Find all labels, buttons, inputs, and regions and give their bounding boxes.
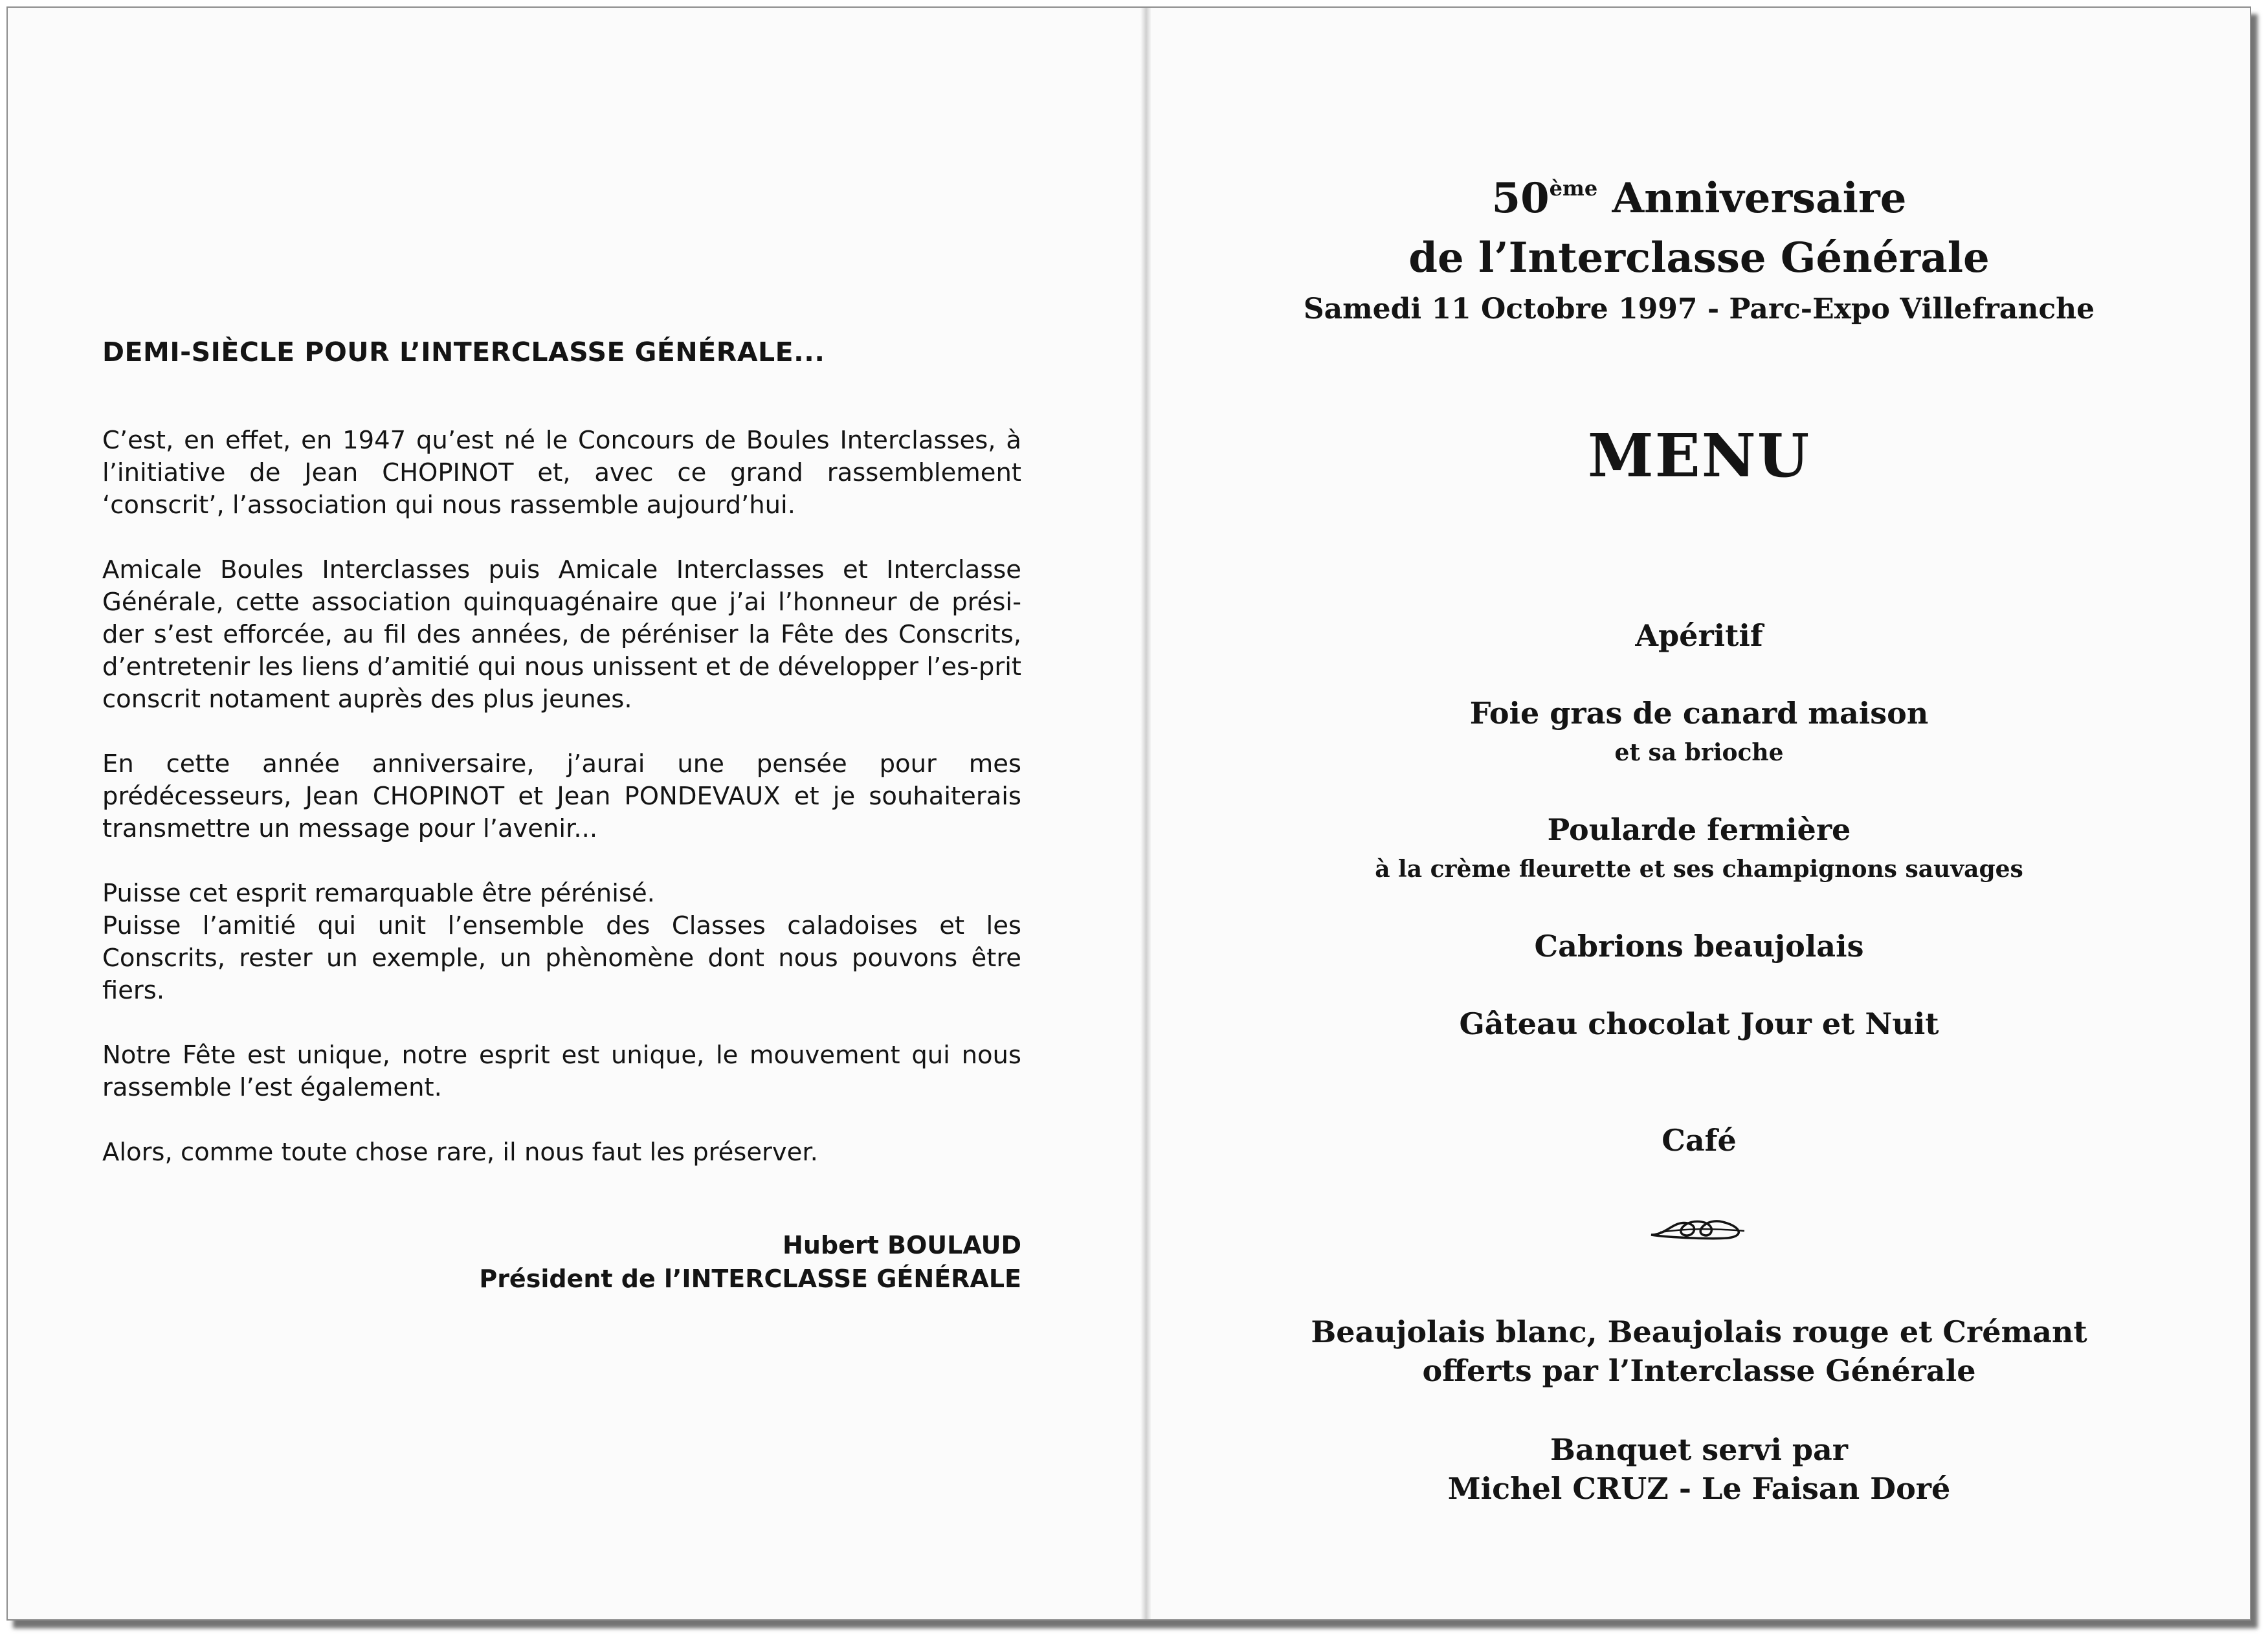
wines-line-2: offerts par l’Interclasse Générale: [1422, 1353, 1976, 1388]
paragraph-3: En cette année anniversaire, j’aurai une pensée pour mes prédécesseurs, Jean CHOPINOT et Jean PONDEVAUX et je souhaiterais transmettre un message pour l’avenir...: [102, 749, 1021, 843]
left-page-text: [102, 337, 1021, 1201]
left-page-heading: DEMI-SIÈCLE POUR L’INTERCLASSE GÉNÉRALE...: [102, 337, 825, 368]
signature-block: [102, 1228, 1021, 1296]
banquet-block: [1165, 1430, 2233, 1508]
title-word: Anniversaire: [1597, 174, 1907, 223]
course-foie-gras: Foie gras de canard maison: [1469, 696, 1929, 731]
paragraph-4: Puisse cet esprit remarquable être pérénisé.: [102, 879, 655, 908]
event-title: [1165, 159, 2233, 288]
signature-title: Président de l’INTERCLASSE GÉNÉRALE: [479, 1265, 1021, 1293]
course-foie-gras-detail: et sa brioche: [1614, 739, 1784, 766]
banquet-line-1: Banquet servi par: [1550, 1432, 1849, 1467]
course-poularde-detail: à la crème fleurette et ses champignons sauvages: [1375, 856, 2023, 883]
wines-block: [1165, 1312, 2233, 1390]
menu-heading: MENU: [1587, 421, 1811, 491]
paragraph-5: Puisse l’amitié qui unit l’ensemble des Classes caladoises et les Conscrits, rester un exemple, un phènomène dont nous pouvons être fiers.: [102, 911, 1021, 1005]
course-gateau: Gâteau chocolat Jour et Nuit: [1459, 1006, 1939, 1041]
course-poularde: Poularde fermière: [1547, 812, 1851, 847]
paragraph-7: Alors, comme toute chose rare, il nous faut les préserver.: [102, 1138, 818, 1167]
banquet-line-2: Michel CRUZ - Le Faisan Doré: [1447, 1471, 1951, 1506]
title-number: 50: [1491, 174, 1550, 223]
paragraph-2: Amicale Boules Interclasses puis Amicale Interclasses et Interclasse Générale, cette association quinquagénaire que j’ai l’honneur de prési-der s’est efforcée, au fil des années, de péréniser la Fête des Conscrits, d’entretenir les liens d’amitié qui nous unissent et de développer l’es-prit conscrit notament auprès des plus jeunes.: [102, 555, 1021, 714]
paragraph-1: C’est, en effet, en 1947 qu’est né le Concours de Boules Interclasses, à l’initiative de Jean CHOPINOT et, avec ce grand rassemblement ‘conscrit’, l’association qui nous rassemble aujourd’hui.: [102, 426, 1021, 520]
signature-name: Hubert BOULAUD: [783, 1231, 1021, 1259]
wines-line-1: Beaujolais blanc, Beaujolais rouge et Crémant: [1311, 1314, 2087, 1349]
course-cabrions: Cabrions beaujolais: [1534, 929, 1864, 964]
title-line-2: de l’Interclasse Générale: [1408, 234, 1990, 282]
title-ordinal: ème: [1549, 176, 1598, 201]
flourish-icon: [1165, 1209, 2233, 1250]
course-aperitif: Apéritif: [1635, 618, 1763, 653]
center-fold: [1140, 8, 1151, 1619]
course-cafe: Café: [1662, 1123, 1737, 1158]
title-line-1: [1165, 159, 2233, 228]
event-dateline: Samedi 11 Octobre 1997 - Parc-Expo Villefranche: [1303, 293, 2095, 326]
paragraph-6: Notre Fête est unique, notre esprit est unique, le mouvement qui nous rassemble l’est également.: [102, 1041, 1021, 1102]
